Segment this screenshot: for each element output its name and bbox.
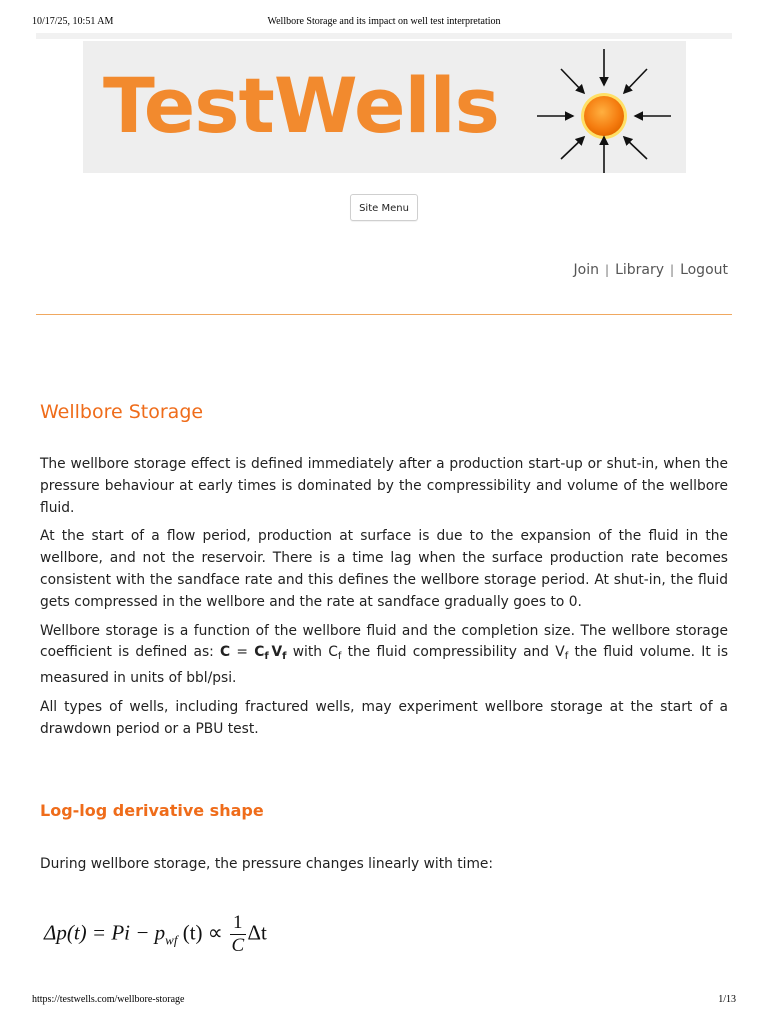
top-strip bbox=[36, 33, 732, 39]
formula-lhs: Δp(t) = Pi − p bbox=[44, 920, 166, 945]
sun-compression-icon bbox=[529, 41, 679, 173]
wellbore-storage-formula bbox=[44, 912, 267, 957]
library-link[interactable]: Library bbox=[615, 262, 665, 278]
article-title: Wellbore Storage bbox=[40, 401, 204, 423]
text-run: with C bbox=[286, 644, 338, 661]
print-date: 10/17/25, 10:51 AM bbox=[32, 16, 114, 27]
site-menu-button[interactable]: Site Menu bbox=[350, 194, 418, 221]
print-title: Wellbore Storage and its impact on well test interpretation bbox=[267, 16, 501, 27]
site-banner[interactable] bbox=[83, 41, 686, 173]
text-run: Wellbore storage is a function of the wellbore fluid and the completion size. The wellbore storage coefficient is defined as: bbox=[40, 622, 728, 661]
user-links bbox=[574, 262, 728, 278]
print-header bbox=[32, 16, 736, 30]
article-content bbox=[40, 398, 728, 875]
link-separator: | bbox=[670, 263, 675, 277]
text-run: the fluid compressibility and V bbox=[341, 644, 565, 661]
formula-denominator: C bbox=[231, 935, 245, 956]
section-title-log-log: Log-log derivative shape bbox=[40, 800, 264, 820]
symbol-Cf: $C_f$ bbox=[254, 644, 269, 663]
site-logo-text: TestWells bbox=[103, 61, 499, 150]
header-divider bbox=[36, 314, 732, 315]
print-url: https://testwells.com/wellbore-storage bbox=[32, 994, 185, 1005]
paragraph-storage-coefficient bbox=[40, 621, 728, 690]
formula-fraction bbox=[230, 912, 246, 957]
paragraph-intro: The wellbore storage effect is defined immediately after a production start-up or shut-in, when the pressure behaviour at early times is dominated by the compressibility and volume of the wellbore fluid. bbox=[40, 456, 728, 516]
symbol-C: C bbox=[220, 644, 231, 661]
formula-mid: (t) ∝ bbox=[177, 920, 229, 945]
formula-numerator: 1 bbox=[230, 912, 246, 935]
join-link[interactable]: Join bbox=[573, 262, 600, 278]
formula-subscript: wf bbox=[165, 932, 178, 948]
paragraph-flow-period: At the start of a flow period, production at surface is due to the expansion of the fluid in the wellbore, and not the reservoir. There is a time lag when the surface production rate becomes consistent with the sandface rate and this defines the wellbore storage period. At shut-in, the fluid gets compressed in the wellbore and the rate at sandface gradually goes to 0. bbox=[40, 528, 728, 610]
logout-link[interactable]: Logout bbox=[680, 262, 728, 278]
formula-rhs: Δt bbox=[247, 920, 267, 945]
paragraph-pressure-linear: During wellbore storage, the pressure changes linearly with time: bbox=[40, 855, 494, 872]
print-footer bbox=[32, 994, 736, 1008]
link-separator: | bbox=[605, 263, 610, 277]
subscript-f: f bbox=[564, 651, 569, 663]
symbol-Vf: $V_f$ bbox=[271, 644, 287, 663]
text-run: the fluid volume. It is measured in units of bbl/psi. bbox=[40, 644, 729, 687]
paragraph-fractured-wells: All types of wells, including fractured wells, may experiment wellbore storage at the start of a drawdown period or a PBU test. bbox=[40, 698, 728, 737]
subscript-f: f bbox=[337, 651, 342, 663]
text-run: = bbox=[230, 644, 255, 661]
print-page-number: 1/13 bbox=[718, 994, 736, 1005]
